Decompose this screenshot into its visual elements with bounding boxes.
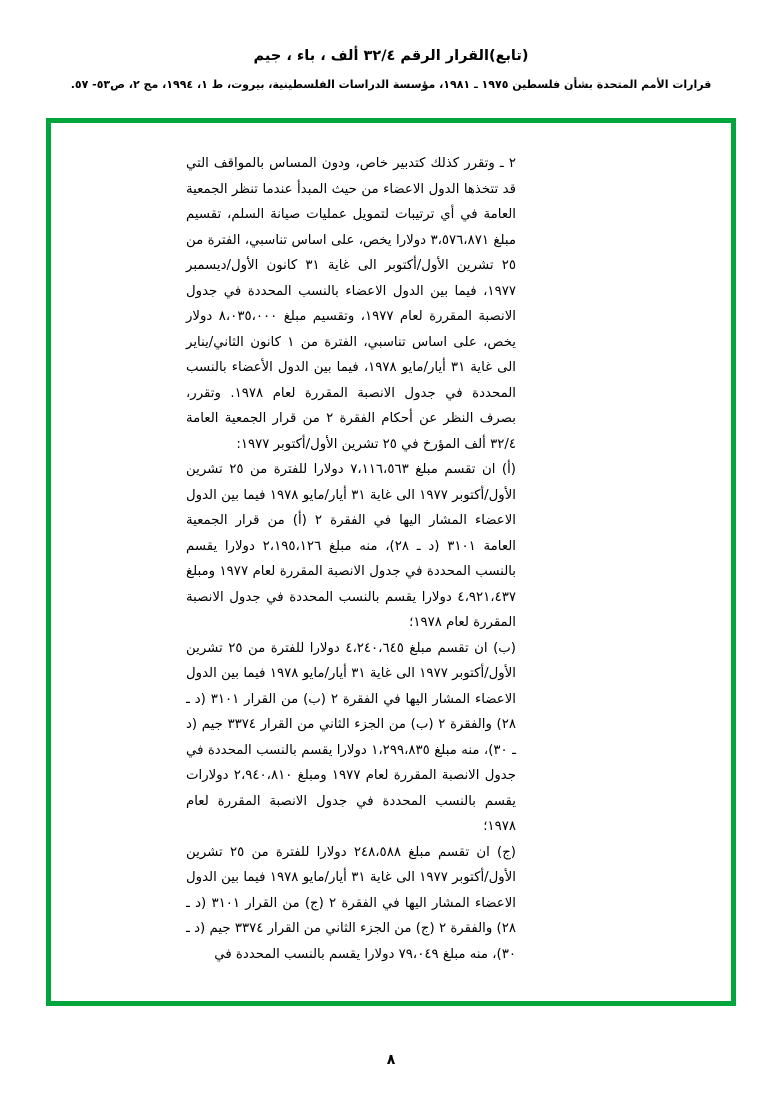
header-subtitle: قرارات الأمم المتحدة بشأن فلسطين ١٩٧٥ ـ ١٩٨١، مؤسسة الدراسات الفلسطينية، بيروت، ط ١، ١٩٩٤، مج ٢، ص٥٣- ٥٧. [70,78,712,92]
paragraph-a: (أ) ان تقسم مبلغ ٧،١١٦،٥٦٣ دولارا للفترة من ٢٥ تشرين الأول/أكتوبر ١٩٧٧ الى غاية ٣١ أيار/مايو ١٩٧٨ فيما بين الدول الاعضاء المشار اليها في الفقرة ٢ (أ) من قرار الجمعية العامة ٣١٠١ (د ـ ٢٨)، منه مبلغ ٢،١٩٥،١٢٦ دولارا يقسم بالنسب المحددة في جدول الانصبة المقررة لعام ١٩٧٧ ومبلغ ٤،٩٢١،٤٣٧ دولارا يقسم بالنسب المحددة في جدول الانصبة المقررة لعام ١٩٧٨؛ [186,462,517,631]
header-title: (تابع)القرار الرقم ٣٢/٤ ألف ، باء ، جيم [253,48,529,64]
paragraph-b: (ب) ان تقسم مبلغ ٤،٢٤٠،٦٤٥ دولارا للفترة من ٢٥ تشرين الأول/أكتوبر ١٩٧٧ الى غاية ٣١ أيار/مايو ١٩٧٨ فيما بين الدول الاعضاء المشار اليها في الفقرة ٢ (ب) من القرار ٣١٠١ (د ـ ٢٨) والفقرة ٢ (ب) من الجزء الثاني من القرار ٣٣٧٤ جيم (د ـ ٣٠)، منه مبلغ ١،٢٩٩،٨٣٥ دولارا يقسم بالنسب المحددة في جدول الانصبة المقررة لعام ١٩٧٧ ومبلغ ٢،٩٤٠،٨١٠ دولارات يقسم بالنسب المحددة في جدول الانصبة المقررة لعام ١٩٧٨؛ [186,640,517,835]
content-frame-border [46,118,736,1006]
page-header [0,0,782,93]
document-body [186,151,516,968]
page-number: ٨ [386,1052,396,1068]
paragraph-c: (ج) ان تقسم مبلغ ٢٤٨،٥٨٨ دولارا للفترة من ٢٥ تشرين الأول/أكتوبر ١٩٧٧ الى غاية ٣١ أيار/مايو ١٩٧٨ فيما بين الدول الاعضاء المشار اليها في الفقرة ٢ (ج) من القرار ٣١٠١ (د ـ ٢٨) والفقرة ٢ (ج) من الجزء الثاني من القرار ٣٣٧٤ جيم (د ـ ٣٠)، منه مبلغ ٧٩،٠٤٩ دولارا يقسم بالنسب المحددة في [186,844,517,962]
paragraph-2: ٢ ـ وتقرر كذلك كتدبير خاص، ودون المساس بالمواقف التي قد تتخذها الدول الاعضاء من حيث المبدأ عندما تنظر الجمعية العامة في أي ترتيبات لتمويل عمليات صيانة السلم، تقسيم مبلغ ٣،٥٧٦،٨٧١ دولارا يخص، على اساس تناسبي، الفترة من ٢٥ تشرين الأول/أكتوبر الى غاية ٣١ كانون الأول/ديسمبر ١٩٧٧، فيما بين الدول الاعضاء بالنسب المحددة في جدول الانصبة المقررة لعام ١٩٧٧، وتقسيم مبلغ ٨،٠٣٥،٠٠٠ دولار يخص، على اساس تناسبي، الفترة من ١ كانون الثاني/يناير الى غاية ٣١ أيار/مايو ١٩٧٨، فيما بين الدول الأعضاء بالنسب المحددة في جدول الانصبة المقررة لعام ١٩٧٨. وتقرر، بصرف النظر عن أحكام الفقرة ٢ من قرار الجمعية العامة ٣٢/٤ ألف المؤرخ في ٢٥ تشرين الأول/أكتوبر ١٩٧٧: [186,156,517,452]
